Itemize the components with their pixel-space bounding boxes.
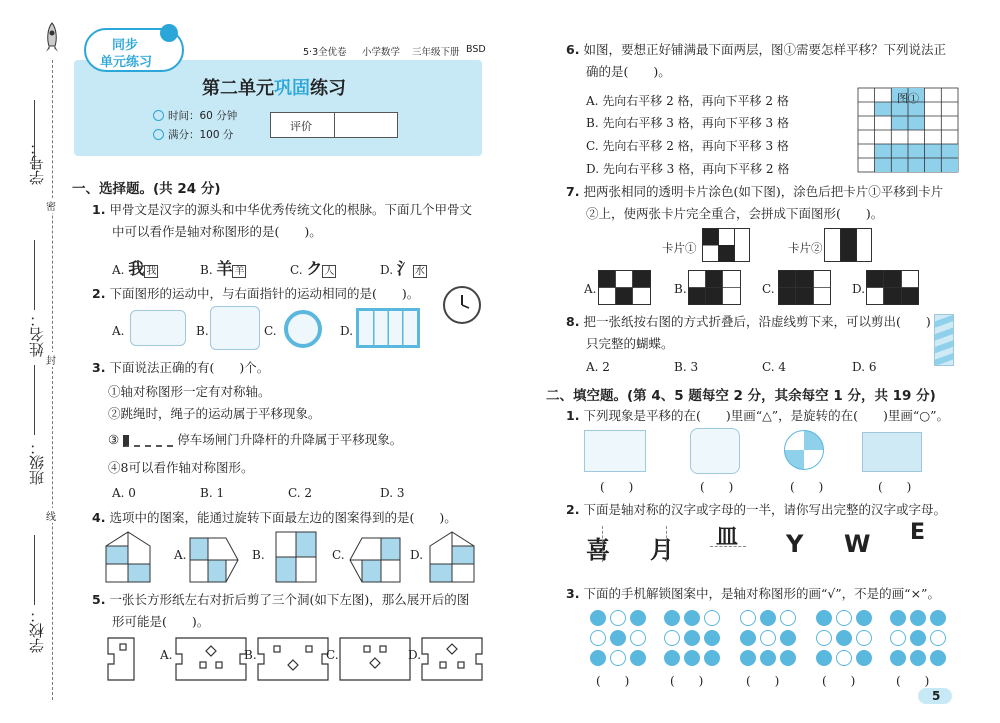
lock-pattern-3	[740, 610, 796, 666]
lock-pattern-2	[664, 610, 720, 666]
q4: 4. 选项中的图案，能通过旋转下面最左边的图案得到的是( )。	[92, 510, 457, 525]
clock-figure-icon	[443, 286, 481, 324]
page-number: 5	[932, 689, 941, 703]
q8-option-c[interactable]: C. 4	[762, 360, 787, 374]
card2-label: 卡片②	[788, 241, 823, 255]
school-label: 学校：	[28, 608, 46, 653]
q3-option-d[interactable]: D. 3	[380, 486, 405, 500]
q6-option-d[interactable]: D. 先向右平移 3 格，再向下平移 2 格	[586, 162, 790, 176]
class-label: 班级：	[28, 440, 46, 485]
folded-paper-icon	[934, 314, 954, 366]
clock-icon	[153, 110, 164, 121]
barrier-icon	[123, 435, 173, 447]
push-box-icon	[862, 432, 922, 472]
q1-option-a[interactable]: A. 我 我	[112, 259, 157, 278]
q5-option-d[interactable]: D.	[408, 648, 422, 662]
q3-option-c[interactable]: C. 2	[288, 486, 313, 500]
half-char-6: E	[910, 520, 926, 545]
q3: 3. 下面说法正确的有( )个。	[92, 360, 270, 375]
card1-label: 卡片①	[662, 241, 697, 255]
q6-option-a[interactable]: A. 先向右平移 2 格，再向下平移 2 格	[586, 94, 789, 108]
f1-blank-3[interactable]: ( )	[790, 480, 824, 494]
badge-rocket-icon	[160, 24, 178, 42]
slide-child-icon	[210, 306, 260, 350]
q5-option-c[interactable]: C.	[326, 648, 339, 662]
q2-option-d[interactable]: D.	[340, 324, 354, 338]
score-label: 满分：100 分	[168, 129, 234, 141]
section-2-title: 二、填空题。(第 4、5 题每空 2 分，其余每空 1 分，共 19 分)	[546, 388, 936, 404]
q8: 8. 把一张纸按右图的方式折叠后，沿虚线剪下来，可以剪出( )	[566, 314, 931, 329]
half-char-4: Y	[786, 530, 804, 558]
f1: 1. 下列现象是平移的在( )里画“△”，是旋转的在( )里画“○”。	[566, 408, 950, 423]
q2: 2. 下面图形的运动中，与右面指针的运动相同的是( )。	[92, 286, 420, 301]
q4-option-a[interactable]: A.	[174, 548, 187, 562]
syringe-icon	[130, 310, 186, 346]
seal-char-3: 线	[46, 508, 56, 523]
book-label: 5·3全优卷	[303, 47, 347, 58]
q1: 1. 甲骨文是汉字的源头和中华优秀传统文化的根脉。下面几个甲骨文	[92, 202, 472, 217]
window-icon	[356, 308, 420, 348]
name-label: 姓名：	[28, 312, 46, 357]
grade-label: 三年级下册	[412, 47, 460, 58]
q8-option-a[interactable]: A. 2	[586, 360, 610, 374]
faucet-icon	[690, 428, 740, 474]
f1-blank-1[interactable]: ( )	[600, 480, 634, 494]
edition-label: BSD	[466, 44, 486, 55]
time-label: 时间：60 分钟	[168, 110, 238, 122]
q6-fig-label: 图①	[897, 92, 919, 105]
badge-line1: 同步	[112, 38, 139, 53]
q2-option-c[interactable]: C.	[264, 324, 277, 338]
student-no-label: 学号：	[28, 140, 46, 185]
f3-blank-5[interactable]: ( )	[896, 674, 930, 688]
q7-option-d[interactable]: D.	[852, 282, 866, 296]
q2-option-b[interactable]: B.	[196, 324, 209, 338]
lock-pattern-4	[816, 610, 872, 666]
q5-option-b[interactable]: B.	[244, 648, 257, 662]
pinwheel-icon	[784, 430, 824, 470]
f3-blank-3[interactable]: ( )	[746, 674, 780, 688]
q8-option-d[interactable]: D. 6	[852, 360, 877, 374]
q4-option-d[interactable]: D.	[410, 548, 424, 562]
f1-blank-4[interactable]: ( )	[878, 480, 912, 494]
subject-label: 小学数学	[362, 47, 401, 58]
eval-label: 评价	[290, 120, 312, 133]
q4-option-c[interactable]: C.	[332, 548, 345, 562]
q3-option-b[interactable]: B. 1	[200, 486, 225, 500]
page-title: 第二单元巩固练习	[202, 78, 346, 99]
half-char-1: 喜	[586, 536, 610, 564]
q5: 5. 一张长方形纸左右对折后剪了三个洞(如下左图)，那么展开后的图	[92, 592, 470, 607]
binding-line	[52, 60, 53, 700]
q1-option-c[interactable]: C. ク 人	[290, 259, 335, 278]
half-char-2: 月	[650, 536, 674, 564]
drawer-icon	[584, 430, 646, 472]
score-icon	[153, 129, 164, 140]
q8-option-b[interactable]: B. 3	[674, 360, 699, 374]
q7: 7. 把两张相同的透明卡片涂色(如下图)，涂色后把卡片①平移到卡片	[566, 184, 944, 199]
q6: 6. 如图，要想正好铺满最下面两层，图①需要怎样平移？下列说法正	[566, 42, 946, 57]
q3-option-a[interactable]: A. 0	[112, 486, 136, 500]
f3: 3. 下面的手机解锁图案中，是轴对称图形的画“√”，不是的画“×”。	[566, 586, 940, 601]
q7-option-c[interactable]: C.	[762, 282, 775, 296]
q2-option-a[interactable]: A.	[112, 324, 125, 338]
seal-char-2: 封	[46, 352, 56, 367]
card1-figure	[702, 228, 750, 262]
section-1-title: 一、选择题。(共 24 分)	[72, 181, 221, 197]
f3-blank-1[interactable]: ( )	[596, 674, 630, 688]
rocket-icon	[44, 22, 60, 54]
q7-option-b[interactable]: B.	[674, 282, 687, 296]
q1-option-b[interactable]: B. 羊 羊	[200, 259, 245, 278]
seal-char-1: 密	[46, 198, 56, 213]
f1-blank-2[interactable]: ( )	[700, 480, 734, 494]
q6-option-c[interactable]: C. 先向右平移 2 格，再向下平移 3 格	[586, 139, 789, 153]
f3-blank-2[interactable]: ( )	[670, 674, 704, 688]
badge-line2: 单元练习	[100, 55, 153, 70]
q4-option-b[interactable]: B.	[252, 548, 265, 562]
q5-option-a[interactable]: A.	[160, 648, 173, 662]
q6-option-b[interactable]: B. 先向右平移 3 格，再向下平移 3 格	[586, 116, 789, 130]
half-char-5: W	[844, 530, 871, 558]
f3-blank-4[interactable]: ( )	[822, 674, 856, 688]
lock-pattern-5	[890, 610, 946, 666]
q7-option-a[interactable]: A.	[584, 282, 597, 296]
q1-option-d[interactable]: D. 氵 水	[380, 259, 425, 278]
f2: 2. 下面是轴对称的汉字或字母的一半，请你写出完整的汉字或字母。	[566, 502, 946, 517]
q7-options-figures	[598, 270, 928, 306]
lock-pattern-1	[590, 610, 646, 666]
steering-wheel-icon	[284, 310, 322, 348]
half-char-3: 皿	[716, 525, 739, 550]
card2-figure	[824, 228, 872, 262]
